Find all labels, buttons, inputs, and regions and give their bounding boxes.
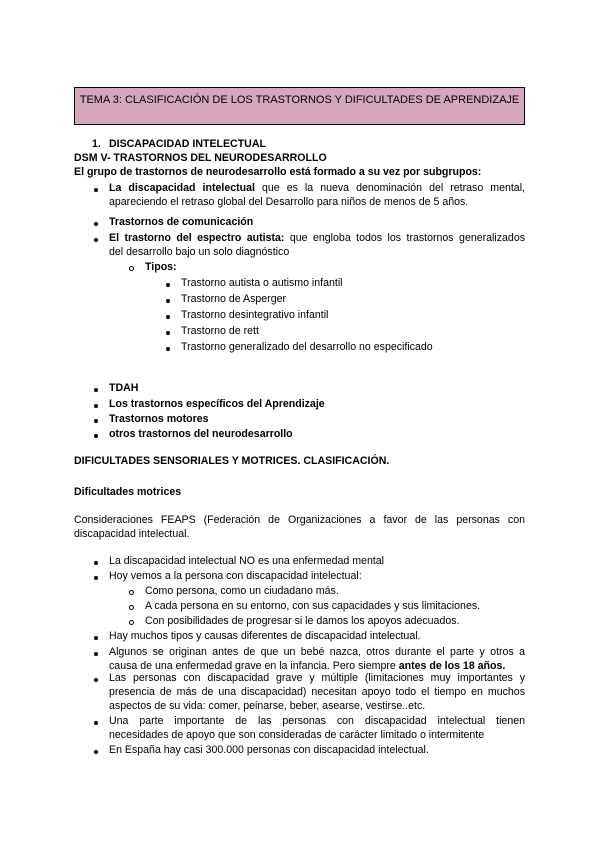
bullet-icon <box>166 331 170 335</box>
section2-subheading: Dificultades motrices <box>74 486 182 498</box>
list-item-autismo <box>109 232 525 246</box>
page-title: TEMA 3: CLASIFICACIÓN DE LOS TRASTORNOS Y DIFICULTADES DE APRENDIZAJE <box>79 94 520 106</box>
bullet-icon <box>94 222 98 226</box>
bullet-icon <box>94 576 98 580</box>
tipo-item: Trastorno generalizado del desarrollo no especificado <box>181 341 433 353</box>
sub-bullet-text: Con posibilidades de progresar si le damos los apoyos adecuados. <box>145 615 460 627</box>
section1-heading: DISCAPACIDAD INTELECTUAL <box>109 138 266 150</box>
list-item-text: que es la nueva denominación del retraso mental, <box>254 182 525 194</box>
bullet-icon <box>94 636 98 640</box>
section1-intro: El grupo de trastornos de neurodesarrollo está formado a su vez por subgrupos: <box>74 166 482 178</box>
bullet-icon <box>94 561 98 565</box>
title-box <box>74 87 525 125</box>
list-item-discapacidad <box>109 182 525 196</box>
circle-bullet-icon <box>129 605 134 610</box>
list-item-bold: El trastorno del espectro autista: <box>109 232 285 244</box>
bullet-text: La discapacidad intelectual NO es una enfermedad mental <box>109 555 385 567</box>
list-item-comunicacion: Trastornos de comunicación <box>109 216 254 228</box>
bullet-text: Las personas con discapacidad grave y múltiple (limitaciones muy importantes y <box>109 672 525 684</box>
list-item-bold: La discapacidad intelectual <box>109 182 255 194</box>
sub-bullet-text: Como persona, como un ciudadano más. <box>145 585 339 597</box>
bullet-icon <box>166 347 170 351</box>
list-item-aprendizaje: Los trastornos específicos del Aprendizaje <box>109 398 325 410</box>
tipo-item: Trastorno de rett <box>181 325 259 337</box>
bullet-text: En España hay casi 300.000 personas con discapacidad intelectual. <box>109 744 429 756</box>
list-item-continuation: apareciendo el retraso global del Desarrollo para niños de menos de 5 años. <box>109 196 469 208</box>
circle-bullet-icon <box>129 266 134 271</box>
list-item-motores: Trastornos motores <box>109 413 209 425</box>
list-item-tdah: TDAH <box>109 382 139 394</box>
bullet-text: necesidades de apoyo que son consideradas de carácter limitado o intermitente <box>109 729 485 741</box>
bullet-icon <box>94 404 98 408</box>
bullet-icon <box>94 388 98 392</box>
bullet-icon <box>94 419 98 423</box>
bullet-icon <box>166 315 170 319</box>
section2-heading: DIFICULTADES SENSORIALES Y MOTRICES. CLASIFICACIÓN. <box>74 455 390 467</box>
sub-bullet-text: A cada persona en su entorno, con sus capacidades y sus limitaciones. <box>145 600 481 612</box>
bullet-text: Algunos se originan antes de que un bebé nazca, otros durante el parte y otros a <box>109 646 525 658</box>
bullet-bold: antes de los 18 años. <box>398 660 506 672</box>
bullet-text: Hoy vemos a la persona con discapacidad intelectual: <box>109 570 362 582</box>
bullet-text: Una parte importante de las personas con discapacidad intelectual tienen <box>109 715 525 727</box>
paragraph-line: Consideraciones FEAPS (Federación de Organizaciones a favor de las personas con <box>74 514 525 526</box>
tipo-item: Trastorno desintegrativo infantil <box>181 309 329 321</box>
tipo-item: Trastorno de Asperger <box>181 293 287 305</box>
paragraph-line: discapacidad intelectual. <box>74 528 190 540</box>
bullet-icon <box>94 678 98 682</box>
tipos-label: Tipos: <box>145 261 177 273</box>
bullet-icon <box>94 238 98 242</box>
list-item-otros: otros trastornos del neurodesarrollo <box>109 428 293 440</box>
section1-subheading: DSM V- TRASTORNOS DEL NEURODESARROLLO <box>74 152 327 164</box>
bullet-text: causa de una enfermedad grave en la infancia. Pero siempre <box>109 660 399 672</box>
bullet-icon <box>94 750 98 754</box>
bullet-icon <box>166 299 170 303</box>
list-item-continuation: del desarrollo bajo un solo diagnóstico <box>109 246 290 258</box>
section1-number: 1. <box>92 138 101 150</box>
bullet-icon <box>94 188 98 192</box>
list-item-text: que engloba todos los trastornos generalizados <box>284 232 526 244</box>
bullet-icon <box>94 721 98 725</box>
bullet-icon <box>166 283 170 287</box>
bullet-text: Hay muchos tipos y causas diferentes de discapacidad intelectual. <box>109 630 421 642</box>
tipo-item: Trastorno autista o autismo infantil <box>181 277 343 289</box>
bullet-icon <box>94 652 98 656</box>
bullet-text: presencia de más de una discapacidad) necesitan apoyo todo el tiempo en muchos <box>109 686 525 698</box>
circle-bullet-icon <box>129 590 134 595</box>
bullet-icon <box>94 434 98 438</box>
bullet-text: aspectos de su vida: comer, peinarse, beber, asearse, vestirse..etc. <box>109 700 426 712</box>
circle-bullet-icon <box>129 620 134 625</box>
